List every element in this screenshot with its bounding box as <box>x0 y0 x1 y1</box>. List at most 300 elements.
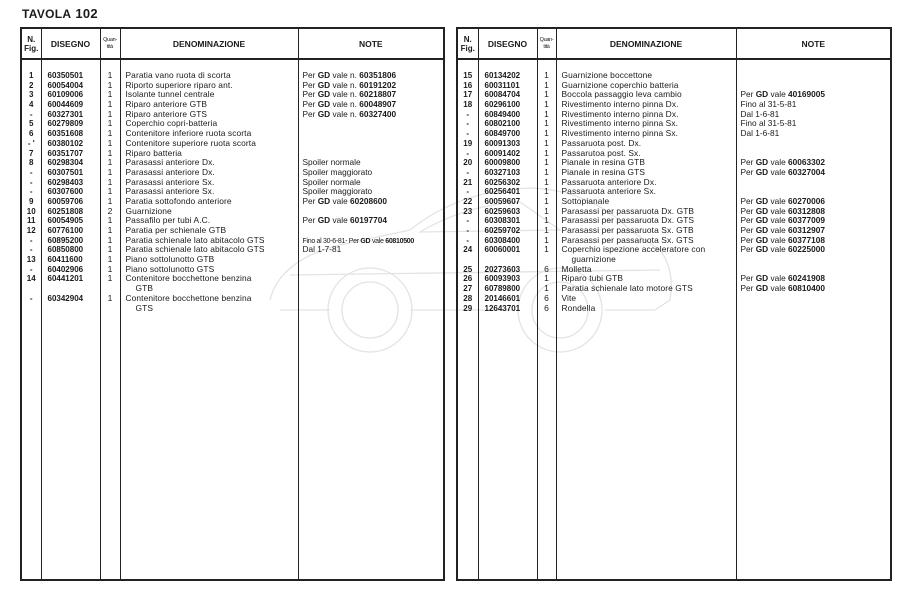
description-continuation: GTB <box>135 283 154 294</box>
part-note <box>737 245 891 264</box>
note-middle: vale <box>768 195 789 206</box>
col-fig <box>457 59 478 580</box>
part-number: 60802100 <box>484 119 521 129</box>
description-text: Guarnizione <box>125 205 172 216</box>
fig-number: 14 <box>26 274 36 284</box>
note-middle: vale n. <box>330 89 360 100</box>
quantity: 1 <box>107 147 113 158</box>
part-number: 20273603 <box>484 264 521 274</box>
note-text <box>741 89 825 99</box>
part-description <box>121 294 298 313</box>
note-prefix: Per <box>302 215 318 226</box>
description-text: Riparo anteriore GTS <box>125 108 208 119</box>
note-model: GD <box>317 99 331 110</box>
note-model: GD <box>317 70 331 80</box>
part-number: 60084704 <box>484 90 521 100</box>
description-text: Parasassi per passaruota Dx. GTB <box>561 205 695 216</box>
part-number: 20146601 <box>484 293 521 303</box>
note-middle: vale <box>768 215 789 226</box>
fig-number: - ' <box>27 138 35 148</box>
quantity: 1 <box>544 273 549 284</box>
description-text: Paratia schienale lato abitacolo GTS <box>125 244 265 255</box>
quantity: 1 <box>107 70 113 80</box>
page-title <box>22 6 98 21</box>
part-number: 60031101 <box>484 80 520 90</box>
part-note <box>737 178 891 188</box>
fig-number: - <box>466 109 470 119</box>
note-replacement-number: 60197704 <box>350 215 387 226</box>
part-note <box>299 255 444 265</box>
note-replacement-number: 60351806 <box>359 70 397 80</box>
part-note <box>299 274 444 293</box>
note-prefix: Spoiler maggiorato <box>302 166 373 177</box>
description-text: Contenitore superiore ruota scorta <box>125 137 256 148</box>
part-number: 60298403 <box>47 177 84 187</box>
part-note <box>737 294 891 304</box>
quantity: 1 <box>544 108 549 119</box>
description-text: Riparo anteriore GTB <box>125 99 208 110</box>
note-prefix: Dal 1-7-81 <box>302 244 342 255</box>
description-text: Guarnizione coperchio batteria <box>561 79 679 90</box>
part-number: 60251808 <box>47 206 84 216</box>
part-number: 60327301 <box>47 109 84 119</box>
part-number: 60060001 <box>484 245 521 255</box>
fig-number: - <box>466 226 470 235</box>
quantity: 1 <box>107 89 113 100</box>
note-text <box>741 283 825 293</box>
fig-number: 18 <box>463 100 473 110</box>
quantity: 1 <box>107 79 113 90</box>
note-replacement-number: 60225000 <box>788 244 825 255</box>
part-note <box>299 119 444 129</box>
quantity: 1 <box>107 157 113 168</box>
fig-number: 16 <box>463 80 473 90</box>
fig-number: 12 <box>26 226 36 235</box>
note-text <box>741 273 825 283</box>
note-replacement-number: 60810500 <box>385 237 414 245</box>
fig-number: 17 <box>463 90 473 100</box>
description-text: Rivestimento interno pinna Dx. <box>561 108 679 119</box>
note-text <box>741 128 780 138</box>
fig-number: - <box>29 109 33 119</box>
description-text: Coperchio ispezione acceleratore con <box>561 244 706 255</box>
note-model: GD <box>317 89 331 100</box>
quantity: 1 <box>107 215 113 226</box>
note-prefix: Per <box>740 166 756 177</box>
fig-number: - <box>466 216 470 226</box>
part-number: 60093903 <box>484 274 521 284</box>
fig-number: 19 <box>463 138 473 148</box>
fig-number: 6 <box>29 129 34 139</box>
note-text <box>303 177 361 187</box>
description-text: Contenitore inferiore ruota scorta <box>125 128 252 139</box>
header-quantita: Quan- tità <box>537 28 556 59</box>
note-prefix: Fino al 31-5-81 <box>740 118 797 129</box>
quantity: 1 <box>544 225 549 235</box>
part-note <box>737 129 891 139</box>
quantity: 1 <box>544 186 549 197</box>
quantity: 1 <box>544 205 549 216</box>
description-text: Passaruota post. Dx. <box>561 137 642 148</box>
part-number: 60849400 <box>484 109 521 119</box>
note-model: GD <box>317 79 331 90</box>
part-number: 60296100 <box>484 100 521 110</box>
note-model: GD <box>755 157 769 168</box>
fig-number: - <box>466 129 470 139</box>
note-replacement-number: 60377108 <box>788 234 825 245</box>
part-note <box>737 284 891 294</box>
note-model: GD <box>755 244 769 255</box>
description-continuation: GTS <box>135 302 154 313</box>
note-text <box>741 109 780 119</box>
note-middle: vale <box>768 205 789 216</box>
note-prefix: Per <box>302 108 318 119</box>
note-replacement-number: 60377009 <box>788 215 825 226</box>
description-text: Guarnizione boccettone <box>561 70 653 80</box>
part-note <box>299 226 444 236</box>
note-text <box>303 167 373 177</box>
note-replacement-number: 60191202 <box>359 79 397 90</box>
note-text <box>303 70 397 80</box>
fig-number: - <box>466 167 470 177</box>
note-text <box>303 186 373 196</box>
part-number: 60256302 <box>484 177 521 187</box>
part-number: 60256401 <box>484 187 521 197</box>
note-middle: vale <box>768 273 789 284</box>
quantity: 1 <box>544 234 549 245</box>
quantity: 6 <box>544 302 549 313</box>
fig-number: 23 <box>463 206 473 216</box>
quantity: 1 <box>544 283 549 294</box>
fig-number: 8 <box>29 158 34 168</box>
fig-number: - <box>29 167 33 177</box>
note-text <box>741 157 825 167</box>
quantity: 1 <box>107 176 113 187</box>
note-prefix: Per <box>740 273 756 284</box>
note-text <box>741 215 825 225</box>
note-prefix: Per <box>740 225 756 235</box>
note-prefix: Spoiler maggiorato <box>302 186 373 197</box>
part-note <box>299 265 444 275</box>
note-prefix: Per <box>740 89 756 100</box>
fig-number: 1 <box>29 71 34 80</box>
fig-number: 11 <box>27 216 36 226</box>
quantity: 1 <box>107 137 113 148</box>
description-text: Parasassi anteriore Sx. <box>125 176 215 187</box>
note-replacement-number: 60312907 <box>788 225 825 235</box>
description-text: Piano sottolunotto GTB <box>125 254 215 265</box>
col-denominazione <box>556 59 736 580</box>
note-prefix: Per <box>740 234 756 245</box>
header-note: NOTE <box>736 28 891 59</box>
note-text <box>303 244 342 254</box>
header-nfig: N. Fig. <box>21 28 41 59</box>
description-text: Rivestimento interno pinna Sx. <box>561 128 679 139</box>
description-text: Passarutoa post. Sx. <box>561 147 641 158</box>
part-number: 60109006 <box>47 90 84 100</box>
note-prefix: Per <box>740 244 756 255</box>
fig-number: 25 <box>463 264 473 274</box>
part-number: 60350501 <box>47 71 84 80</box>
quantity: 1 <box>107 292 113 303</box>
fig-number: 24 <box>463 245 473 255</box>
part-number: 60351707 <box>47 148 84 158</box>
part-number: 60044609 <box>47 100 84 110</box>
part-number: 60091402 <box>484 148 521 158</box>
note-middle: vale <box>768 225 789 235</box>
note-model: GD <box>317 108 331 119</box>
part-note <box>299 294 444 313</box>
note-replacement-number: 60270006 <box>788 195 825 206</box>
fig-number: 20 <box>463 158 473 168</box>
part-number: 60380102 <box>47 138 84 148</box>
title-label: TAVOLA <box>22 7 72 21</box>
note-replacement-number: 60327004 <box>788 166 825 177</box>
part-number: 60134202 <box>484 71 521 80</box>
note-middle: vale n. <box>330 70 360 80</box>
note-prefix: Per <box>302 79 318 90</box>
quantity: 1 <box>107 254 113 265</box>
description-text: Passaruota anteriore Dx. <box>561 176 657 187</box>
quantity: 1 <box>544 79 549 90</box>
note-model: GD <box>755 205 769 216</box>
part-note <box>299 245 444 255</box>
note-model: GD <box>755 283 769 294</box>
fig-number: 4 <box>29 100 34 110</box>
note-prefix: Per <box>302 99 318 110</box>
description-text: Paratia vano ruota di scorta <box>125 70 231 80</box>
description-text: Boccola passaggio leva cambio <box>561 89 682 100</box>
quantity: 1 <box>544 195 549 206</box>
description-text: Passaruota anteriore Sx. <box>561 186 657 197</box>
note-prefix: Per <box>740 157 756 168</box>
note-model: GD <box>755 273 769 284</box>
part-number: 60895200 <box>47 235 84 245</box>
description-text: Paratia schienale lato motore GTS <box>561 283 693 294</box>
note-prefix: Fino al 30-6-81- Per <box>302 237 361 245</box>
fig-number: 10 <box>26 206 36 216</box>
note-replacement-number: 60208600 <box>350 195 387 206</box>
part-number: 60776100 <box>47 226 84 235</box>
part-description <box>121 274 298 293</box>
quantity: 1 <box>544 215 549 226</box>
quantity: 1 <box>544 89 549 100</box>
note-prefix: Per <box>302 195 318 206</box>
parts-table-right <box>456 27 892 581</box>
note-text <box>303 99 397 109</box>
quantity: 6 <box>544 292 549 303</box>
part-description <box>557 304 736 314</box>
fig-number: 21 <box>463 177 473 187</box>
note-text <box>741 167 825 177</box>
fig-number: 28 <box>463 293 473 303</box>
note-middle: vale n. <box>330 79 360 90</box>
description-text: Coperchio copri-batteria <box>125 118 218 129</box>
note-text <box>741 196 825 206</box>
fig-number: 13 <box>26 255 36 265</box>
col-quantita <box>537 59 556 580</box>
quantity: 1 <box>544 99 549 110</box>
quantity: 1 <box>107 108 113 119</box>
note-prefix: Per <box>302 89 318 100</box>
fig-number: - <box>29 245 33 255</box>
part-number: 60298304 <box>47 158 84 168</box>
part-note <box>737 304 891 314</box>
part-number: 60849700 <box>484 129 521 139</box>
note-middle: vale <box>768 157 789 168</box>
note-model: GD <box>360 237 371 245</box>
note-middle: vale <box>330 195 351 206</box>
part-number: 60279809 <box>47 119 84 129</box>
part-number: 12643701 <box>484 303 521 313</box>
quantity: 1 <box>107 195 113 206</box>
part-note <box>299 129 444 139</box>
description-text: Rivestimento interno pinna Sx. <box>561 118 679 129</box>
fig-number: 29 <box>463 303 473 313</box>
fig-number: 5 <box>29 119 34 129</box>
fig-number: 3 <box>29 90 34 100</box>
fig-number: 7 <box>29 148 34 158</box>
fig-number: 9 <box>29 196 34 206</box>
description-continuation: guarnizione <box>571 254 616 265</box>
description-text: Contenitore bocchettone benzina <box>125 273 252 284</box>
fig-number: - <box>29 264 33 274</box>
header-disegno: DISEGNO <box>41 28 100 59</box>
description-text: Pianale in resina GTS <box>561 166 646 177</box>
note-text <box>741 244 825 254</box>
note-model: GD <box>317 215 331 226</box>
fig-number: 22 <box>463 196 473 206</box>
note-text <box>303 109 397 119</box>
note-prefix: Fino al 31-5-81 <box>740 99 797 110</box>
quantity: 2 <box>107 205 113 216</box>
quantity: 1 <box>544 244 549 255</box>
quantity: 1 <box>107 234 113 245</box>
part-number: 60789800 <box>484 284 521 294</box>
part-note <box>737 71 891 81</box>
note-middle: vale <box>330 215 351 226</box>
note-text <box>303 215 387 225</box>
part-number: 60259702 <box>484 226 521 235</box>
quantity: 1 <box>544 70 549 80</box>
quantity: 1 <box>107 118 113 129</box>
header-note: NOTE <box>298 28 444 59</box>
note-text <box>741 235 825 245</box>
note-replacement-number: 60218807 <box>359 89 397 100</box>
note-replacement-number: 60810400 <box>788 283 825 294</box>
quantity: 1 <box>107 244 113 255</box>
note-text <box>741 118 797 128</box>
note-model: GD <box>755 89 769 100</box>
part-number: 60009800 <box>484 158 521 168</box>
note-prefix: Spoiler normale <box>302 176 361 187</box>
description-text: Sottopianale <box>561 195 610 206</box>
description-text: Paratia per schienale GTB <box>125 225 227 235</box>
col-note <box>736 59 891 580</box>
quantity: 1 <box>544 176 549 187</box>
description-text: Rondella <box>561 302 596 313</box>
part-number: 60091303 <box>484 138 521 148</box>
col-note <box>298 59 444 580</box>
description-text: Paratia schienale lato abitacolo GTS <box>125 234 265 245</box>
part-note <box>299 110 444 120</box>
quantity: 1 <box>544 166 549 177</box>
fig-number: - <box>29 235 33 245</box>
title-number: 102 <box>75 6 98 21</box>
part-number: 60402906 <box>47 264 84 274</box>
fig-number: 27 <box>463 284 473 294</box>
note-replacement-number: 40169005 <box>788 89 825 100</box>
note-middle: vale n. <box>330 99 360 110</box>
note-middle: vale <box>768 244 789 255</box>
note-text <box>303 89 397 99</box>
note-middle: vale <box>768 234 789 245</box>
note-replacement-number: 60048907 <box>359 99 397 110</box>
quantity: 1 <box>107 225 113 235</box>
note-replacement-number: 60063302 <box>788 157 825 168</box>
quantity: 1 <box>544 128 549 139</box>
part-number: 60059607 <box>484 196 521 206</box>
description-text: Riporto superiore riparo ant. <box>125 79 233 90</box>
part-note <box>737 139 891 149</box>
quantity: 1 <box>107 273 113 284</box>
part-number: 60054905 <box>47 216 84 226</box>
note-text <box>741 99 797 109</box>
note-model: GD <box>755 234 769 245</box>
parts-table-left <box>20 27 445 581</box>
note-middle: vale n. <box>330 108 360 119</box>
quantity: 1 <box>544 147 549 158</box>
part-description <box>557 245 736 264</box>
description-text: Isolante tunnel centrale <box>125 89 215 100</box>
table-header <box>21 28 444 59</box>
table-header <box>457 28 891 59</box>
description-text: Passafilo per tubi A.C. <box>125 215 211 226</box>
part-number: 60259603 <box>484 206 521 216</box>
description-text: Pianale in resina GTB <box>561 157 646 168</box>
part-number: 60308400 <box>484 235 521 245</box>
description-text: Parasassi anteriore Dx. <box>125 166 215 177</box>
note-text <box>741 206 825 216</box>
part-description <box>557 284 736 294</box>
part-number: 60327103 <box>484 167 521 177</box>
note-replacement-number: 60241908 <box>788 273 825 284</box>
note-text <box>303 80 397 90</box>
description-text: Parasassi anteriore Dx. <box>125 157 215 168</box>
description-text: Molletta <box>561 263 592 274</box>
fig-number: - <box>466 235 470 245</box>
part-number: 60059706 <box>47 196 84 206</box>
description-text: Riparo tubi GTB <box>561 273 624 284</box>
note-prefix: Per <box>740 215 756 226</box>
note-middle: vale <box>768 89 789 100</box>
part-number: 60308301 <box>484 216 521 226</box>
description-text: Paratia sottofondo anteriore <box>125 195 232 206</box>
note-text <box>741 225 825 235</box>
note-model: GD <box>755 215 769 226</box>
fig-number: - <box>29 293 33 303</box>
header-nfig: N. Fig. <box>457 28 478 59</box>
quantity: 1 <box>107 263 113 274</box>
description-text: Contenitore bocchettone benzina <box>125 292 252 303</box>
part-number: 60307600 <box>47 187 84 197</box>
fig-number: - <box>466 187 470 197</box>
note-prefix: Per <box>740 195 756 206</box>
quantity: 1 <box>107 186 113 197</box>
description-text: Parasassi per passaruota Dx. GTS <box>561 215 695 226</box>
note-middle: vale <box>370 237 386 245</box>
fig-number: 2 <box>29 80 34 90</box>
